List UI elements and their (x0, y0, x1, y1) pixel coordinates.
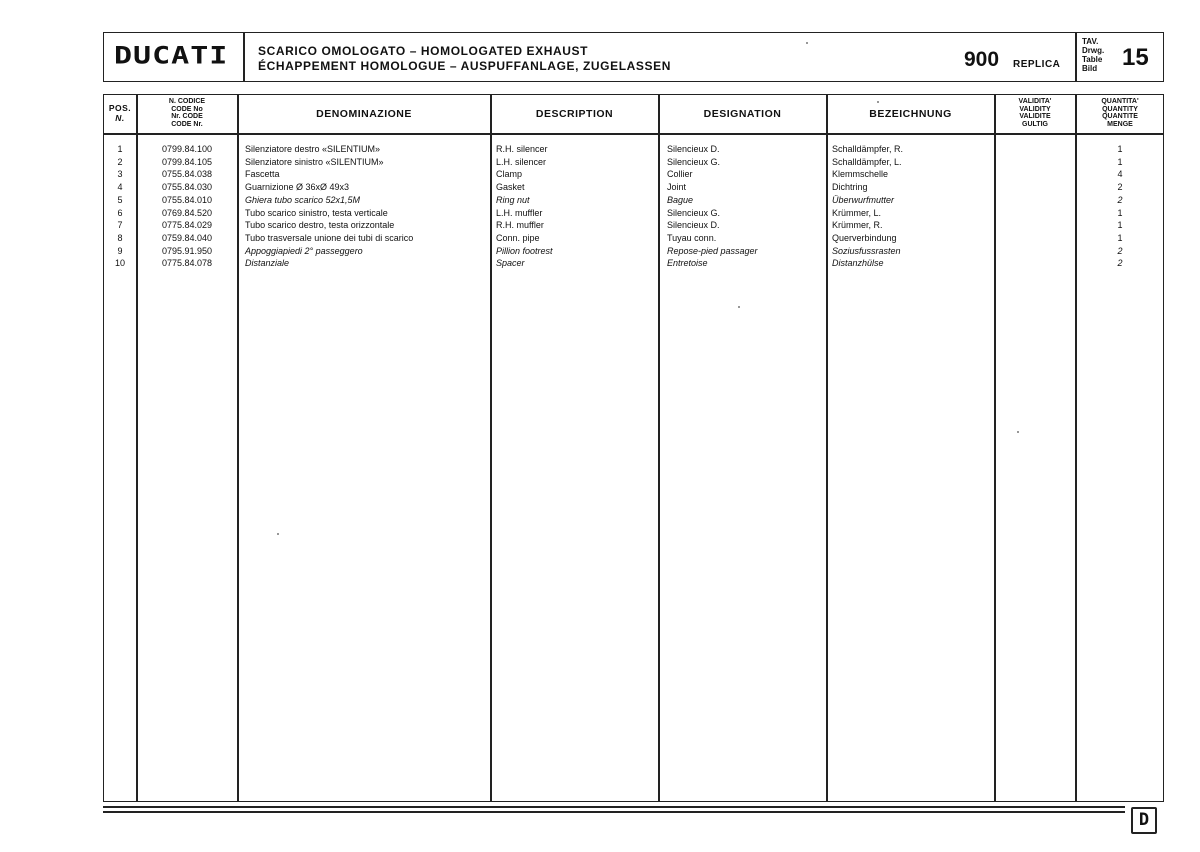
cell-code: 0755.84.038 (161, 169, 213, 180)
cell-bezeichnung: Querverbindung (832, 232, 897, 243)
cell-denominazione: Tubo scarico destro, testa orizzontale (245, 220, 395, 231)
plate-label-drwg: Drwg. (1082, 46, 1105, 55)
col-header-validity-line-1: VALIDITA' (1018, 98, 1052, 105)
cell-designation: Joint (667, 182, 687, 193)
cell-pos: 4 (117, 182, 123, 193)
cell-denominazione: Tubo trasversale unione dei tubi di scarico (245, 232, 414, 243)
cell-description: R.H. muffler (496, 220, 544, 231)
col-header-quantity-line-2: QUANTITY (1102, 105, 1138, 113)
cell-bezeichnung: Distanzhülse (832, 258, 884, 269)
col-header-pos-line-1: POS. (108, 103, 132, 113)
cell-bezeichnung: Schalldämpfer, R. (832, 144, 904, 154)
cell-designation: Silencieux D. (667, 220, 720, 231)
cell-designation: Repose-pied passager (667, 245, 758, 256)
cell-pos: 7 (117, 220, 123, 231)
cell-quantity: 2 (1117, 258, 1123, 269)
header-divider-logo (243, 32, 245, 82)
scan-speck (277, 533, 279, 535)
cell-description: L.H. silencer (496, 156, 547, 167)
cell-description: R.H. silencer (496, 144, 548, 154)
model-name: REPLICA (1013, 59, 1061, 70)
cell-pos: 8 (117, 232, 123, 243)
plate-label-table: Table (1082, 55, 1103, 64)
cell-bezeichnung: Soziusfussrasten (832, 245, 901, 256)
ducati-logo (114, 42, 238, 72)
col-divider-designation (826, 94, 828, 802)
cell-pos: 3 (117, 169, 123, 180)
cell-bezeichnung: Klemmschelle (832, 169, 889, 180)
col-header-code-line-4: CODE Nr. (171, 120, 203, 128)
page-title-line-1: SCARICO OMOLOGATO – HOMOLOGATED EXHAUST (258, 44, 589, 58)
cell-denominazione: Ghiera tubo scarico 52x1,5M (245, 194, 361, 205)
cell-pos: 9 (117, 245, 123, 256)
scan-speck (877, 101, 879, 103)
col-header-description: DESCRIPTION (535, 108, 614, 120)
col-header-designation: DESIGNATION (703, 108, 782, 120)
cell-quantity: 4 (1117, 169, 1123, 180)
cell-quantity: 1 (1117, 156, 1123, 167)
cell-denominazione: Guarnizione Ø 36xØ 49x3 (245, 182, 350, 193)
cell-quantity: 1 (1117, 144, 1123, 154)
cell-description: Spacer (496, 258, 525, 269)
cell-quantity: 1 (1117, 220, 1123, 231)
plate-label-bild: Bild (1082, 64, 1098, 73)
cell-code: 0795.91.950 (161, 245, 213, 256)
cell-pos: 1 (117, 144, 123, 154)
plate-number: 15 (1122, 44, 1149, 71)
cell-designation: Tuyau conn. (667, 232, 717, 243)
cell-bezeichnung: Überwurfmutter (832, 194, 895, 205)
model-number: 900 (964, 48, 1000, 71)
plate-label-tav: TAV. (1082, 37, 1099, 46)
footer-ducati-mark (1131, 807, 1157, 834)
page-title-line-2: ÉCHAPPEMENT HOMOLOGUE – AUSPUFFANLAGE, ZUGELASSEN (258, 59, 671, 73)
col-divider-description (658, 94, 660, 802)
cell-code: 0799.84.100 (161, 144, 213, 154)
cell-designation: Silencieux D. (667, 144, 720, 154)
cell-description: Clamp (496, 169, 523, 180)
cell-denominazione: Silenziatore sinistro «SILENTIUM» (245, 156, 384, 167)
cell-quantity: 1 (1117, 207, 1123, 218)
col-header-pos (104, 103, 136, 123)
cell-pos: 10 (114, 258, 125, 269)
ducati-logo-text: DUCATI (114, 42, 229, 70)
col-header-pos-line-2: N. (115, 113, 125, 123)
cell-bezeichnung: Dichtring (832, 182, 868, 193)
cell-denominazione: Fascetta (245, 169, 280, 180)
cell-code: 0759.84.040 (161, 232, 213, 243)
col-header-code-line-1: N. CODICE (168, 98, 206, 105)
col-header-validity-line-2: VALIDITY (1019, 105, 1051, 113)
cell-code: 0799.84.105 (161, 156, 213, 167)
col-header-validity-line-3: VALIDITE (1019, 113, 1051, 120)
cell-description: Gasket (496, 182, 525, 193)
col-header-code-line-2: CODE No (171, 105, 203, 113)
footer-rule-bottom (103, 811, 1125, 813)
cell-code: 0755.84.030 (161, 182, 213, 193)
col-header-quantity (1076, 98, 1164, 128)
col-header-quantity-line-1: QUANTITA' (1101, 98, 1139, 105)
col-header-denominazione: DENOMINAZIONE (316, 108, 412, 120)
table-header-separator (103, 133, 1164, 135)
cell-designation: Collier (667, 169, 693, 180)
cell-description: L.H. muffler (496, 207, 543, 218)
cell-code: 0755.84.010 (161, 194, 213, 205)
col-header-code (137, 98, 237, 128)
cell-code: 0775.84.078 (161, 258, 213, 269)
col-divider-code (237, 94, 239, 802)
cell-pos: 2 (117, 156, 123, 167)
cell-pos: 5 (117, 194, 123, 205)
scan-speck (1017, 431, 1019, 433)
scan-speck (738, 306, 740, 308)
cell-quantity: 2 (1117, 245, 1123, 256)
cell-denominazione: Distanziale (245, 258, 290, 269)
scan-speck (806, 42, 808, 44)
header-divider-plate (1075, 32, 1077, 82)
plate-label-stack (1082, 37, 1104, 73)
col-header-validity-line-4: GULTIG (1022, 120, 1048, 128)
col-header-validity (995, 98, 1075, 128)
cell-pos: 6 (117, 207, 123, 218)
footer-rule-top (103, 806, 1125, 808)
cell-code: 0769.84.520 (161, 207, 213, 218)
cell-description: Pillion footrest (496, 245, 553, 256)
col-divider-denominazione (490, 94, 492, 802)
cell-bezeichnung: Schalldämpfer, L. (832, 156, 902, 167)
cell-designation: Silencieux G. (667, 156, 721, 167)
cell-quantity: 2 (1117, 182, 1123, 193)
cell-designation: Bague (667, 194, 694, 205)
cell-denominazione: Tubo scarico sinistro, testa verticale (245, 207, 388, 218)
cell-denominazione: Appoggiapiedi 2° passeggero (245, 245, 363, 256)
cell-quantity: 1 (1117, 232, 1123, 243)
footer-logo-mark-text: D (1138, 810, 1150, 830)
cell-bezeichnung: Krümmer, R. (832, 220, 883, 231)
col-header-code-line-3: Nr. CODE (171, 113, 203, 120)
cell-description: Conn. pipe (496, 232, 540, 243)
col-header-quantity-line-3: QUANTITE (1102, 113, 1138, 120)
cell-code: 0775.84.029 (161, 220, 213, 231)
col-header-quantity-line-4: MENGE (1107, 120, 1133, 128)
cell-quantity: 2 (1117, 194, 1123, 205)
col-divider-bezeichnung (994, 94, 996, 802)
cell-designation: Entretoise (667, 258, 708, 269)
cell-bezeichnung: Krümmer, L. (832, 207, 882, 218)
cell-description: Ring nut (496, 194, 530, 205)
col-header-bezeichnung: BEZEICHNUNG (869, 108, 952, 120)
cell-denominazione: Silenziatore destro «SILENTIUM» (245, 144, 381, 154)
cell-designation: Silencieux G. (667, 207, 721, 218)
